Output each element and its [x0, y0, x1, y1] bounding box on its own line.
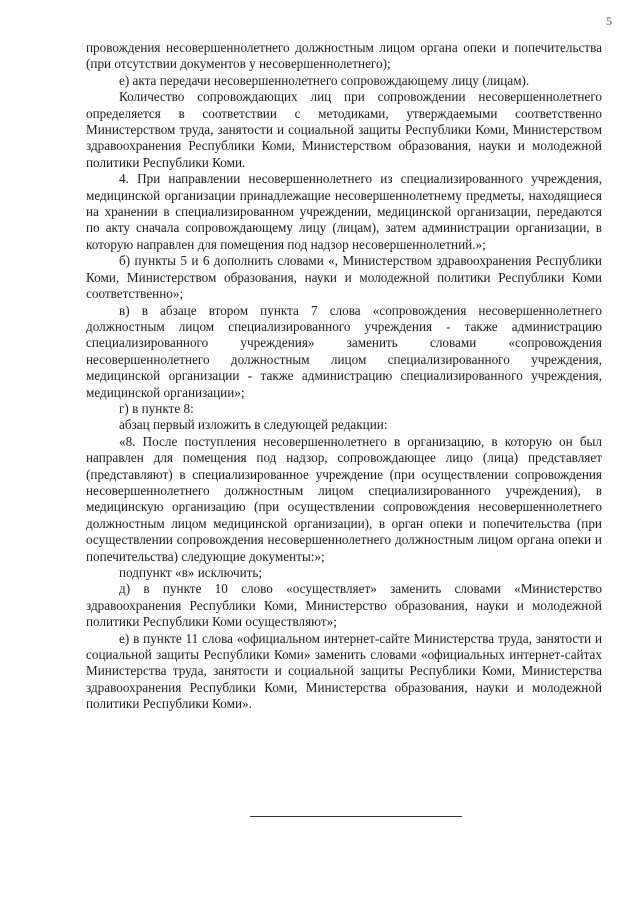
paragraph-point-4: 4. При направлении несовершеннолетнего из специализированного учреждения, медицинской организации принадлежащие несовершеннолетнему предметы, находящиеся на хранении в специализированном учреждении, медицинской организации, передаются по акту сначала сопровождающему лицу (лицам), затем администрации организации, в которую направлен для помещения под надзор несовершеннолетний.»; — [86, 171, 602, 252]
closing-divider-line — [250, 816, 462, 817]
paragraph-item-d: д) в пункте 10 слово «осуществляет» заменить словами «Министерство здравоохранения Республики Коми, Министерство образования, науки и молодежной политики Республики Коми осуществляют»; — [86, 581, 602, 630]
paragraph-continuation: провождения несовершеннолетнего должностным лицом органа опеки и попечительства (при отсутствии документов у несовершеннолетнего); — [86, 40, 602, 72]
paragraph-item-b: б) пункты 5 и 6 дополнить словами «, Министерством здравоохранения Республики Коми, Министерством образования, науки и молодежной политики Республики Коми соответственно»; — [86, 253, 602, 302]
paragraph-item-e-sites: е) в пункте 11 слова «официальном интернет-сайте Министерства труда, занятости и социальной защиты Республики Коми» заменить словами «официальных интернет-сайтах Министерства труда, занятости и социальной защиты Республики Коми, Министерства здравоохранения Республики Коми, Министерства образования, науки и молодежной политики Республики Коми». — [86, 630, 602, 712]
paragraph-item-v: в) в абзаце втором пункта 7 слова «сопровождения несовершеннолетнего должностным лицом специализированного учреждения - также администрацию специализированного учреждения» заменить словами «сопровождения несовершеннолетнего должностным лицом специализированного учреждения, медицинской организации - также администрацию специализированного учреждения, медицинской организации»; — [86, 302, 602, 400]
paragraph-first-abzac: абзац первый изложить в следующей редакции: — [119, 417, 388, 433]
paragraph-item-e-act: е) акта передачи несовершеннолетнего сопровождающему лицу (лицам). — [119, 72, 530, 88]
paragraph-point-8: «8. После поступления несовершеннолетнего в организацию, в которую он был направлен для помещения под надзор, сопровождающее лицо (лица) представляет (представляют) в специализированное учреждение (при осуществлении сопровождения несовершеннолетнего должностным лицом специализированного учреждения), в медицинскую организацию (при осуществлении сопровождения несовершеннолетнего должностным лицом медицинской организации), в орган опеки и попечительства (при осуществлении сопровождения несовершеннолетнего должностным лицом органа опеки и попечительства) следующие документы:»; — [86, 433, 602, 564]
page-number: 5 — [606, 14, 612, 28]
document-body — [86, 40, 602, 713]
paragraph-item-g: г) в пункте 8: — [119, 400, 194, 416]
paragraph-escort-count: Количество сопровождающих лиц при сопровождении несовершеннолетнего определяется в соответствии с методиками, утверждаемыми соответственно Министерством труда, занятости и социальной защиты Республики Коми, Министерством здравоохранения Республики Коми, Министерством образования, науки и молодежной политики Республики Коми. — [86, 89, 602, 170]
paragraph-subpoint-v: подпункт «в» исключить; — [119, 565, 263, 580]
